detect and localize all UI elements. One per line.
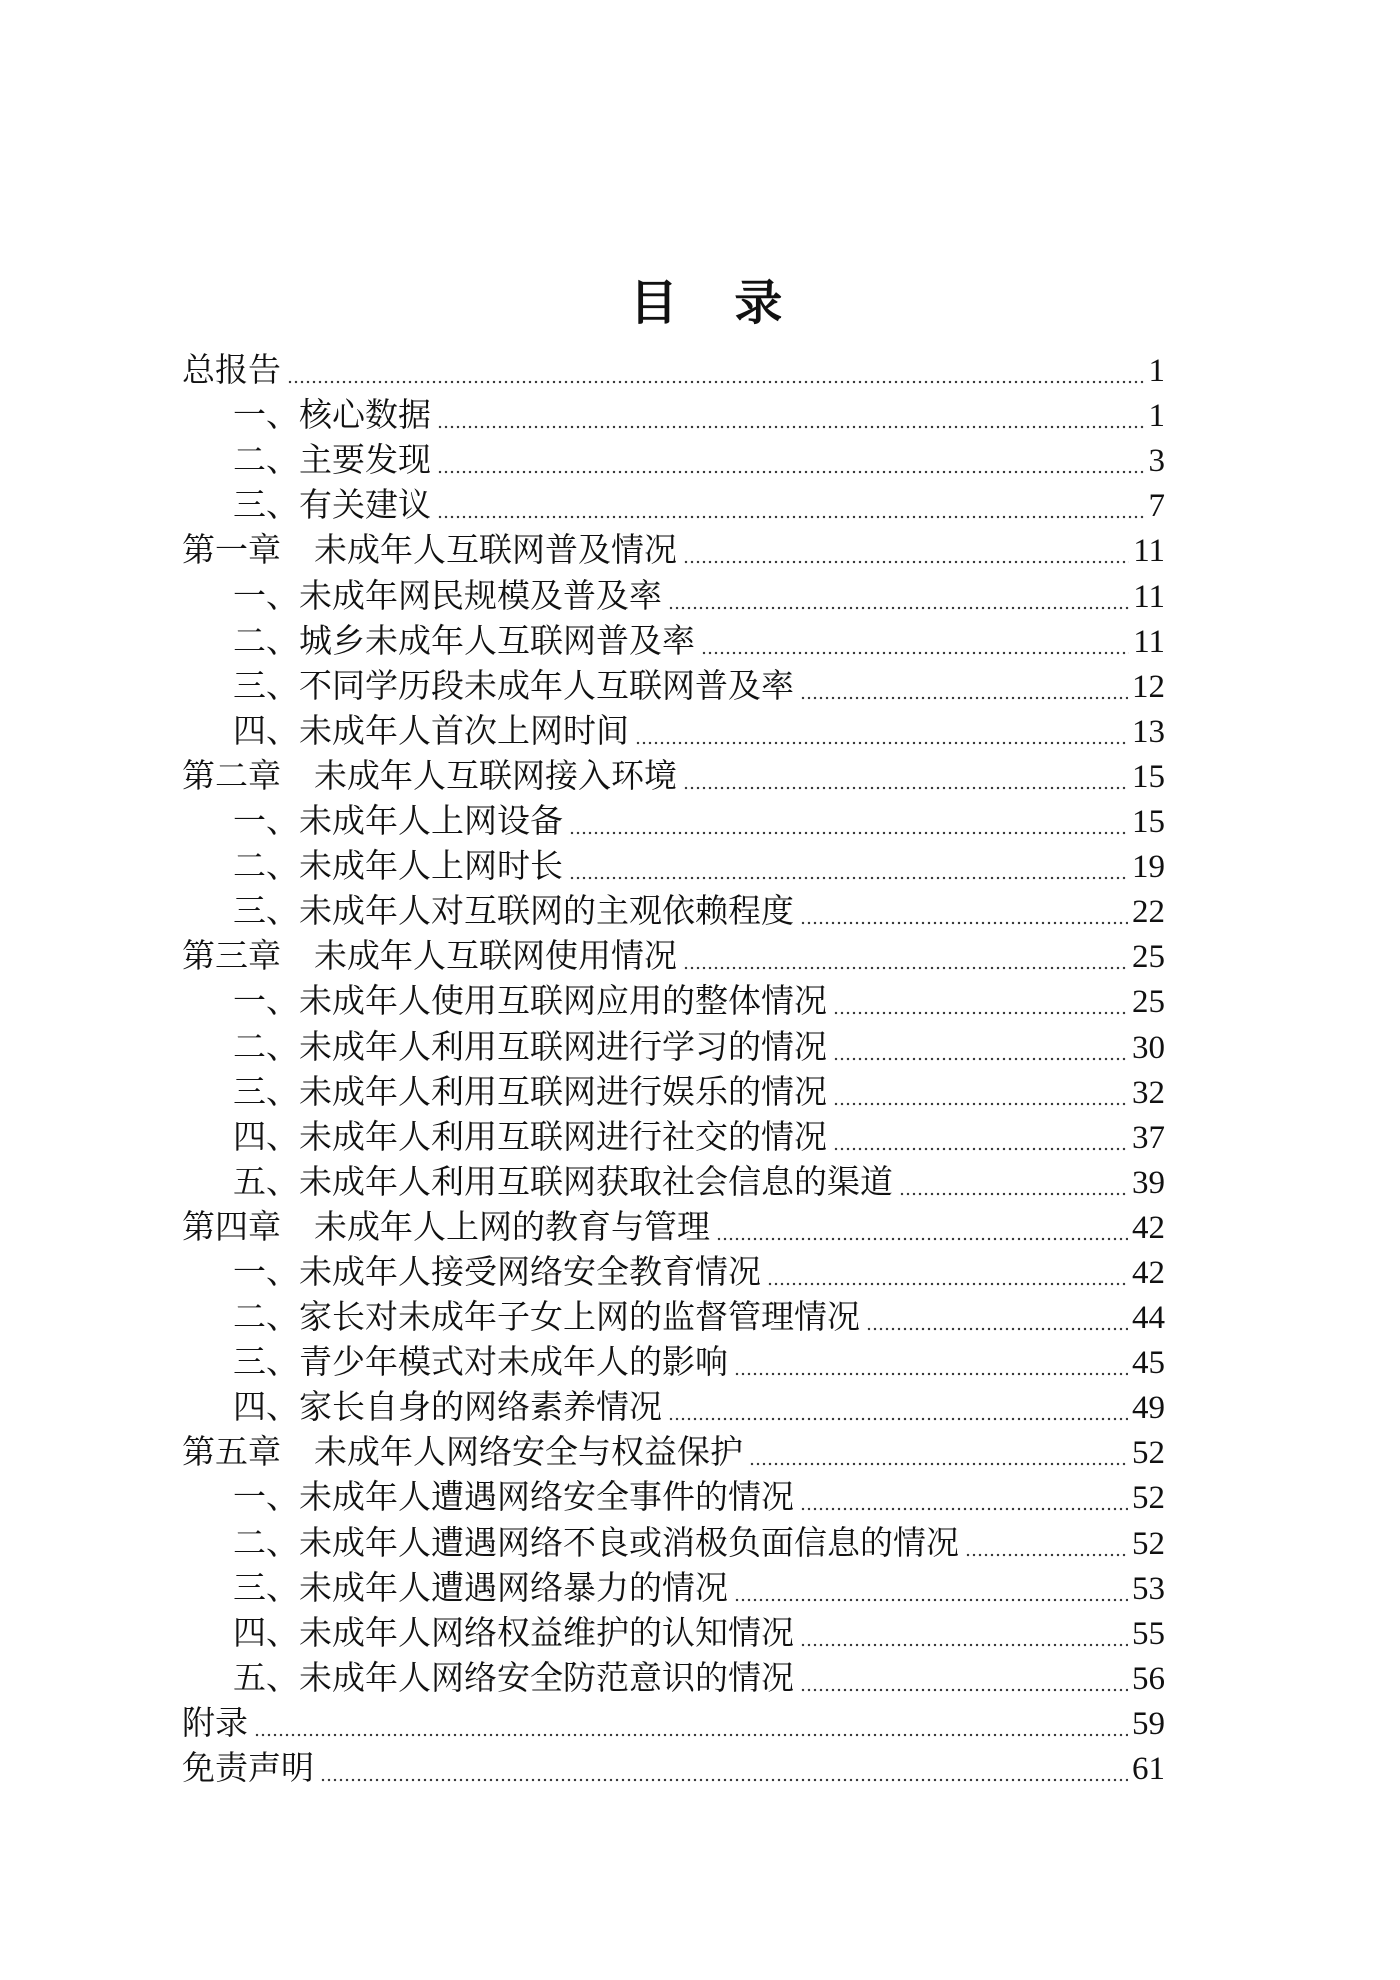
- toc-entry-page-number: 39: [1132, 1164, 1165, 1201]
- toc-entry-page-number: 44: [1132, 1300, 1165, 1337]
- toc-entry-page-number: 7: [1148, 488, 1165, 525]
- toc-entry-label: 一、未成年人遭遇网络安全事件的情况: [233, 1480, 794, 1517]
- toc-entry-label: 一、未成年人接受网络安全教育情况: [233, 1254, 761, 1291]
- dot-leader: [569, 800, 1128, 845]
- toc-entry: [182, 439, 1165, 484]
- toc-entry: [182, 394, 1165, 439]
- dot-leader: [668, 575, 1129, 620]
- toc-entry-label: 第一章 未成年人互联网普及情况: [182, 533, 677, 570]
- toc-entry-label: 二、未成年人上网时长: [233, 849, 563, 886]
- dot-leader: [668, 1386, 1128, 1431]
- toc-entry-label: 五、未成年人网络安全防范意识的情况: [233, 1660, 794, 1697]
- toc-entry-page-number: 15: [1132, 804, 1165, 841]
- dot-leader: [701, 620, 1129, 665]
- toc-entry: [182, 1657, 1165, 1702]
- toc-entry-label: 三、不同学历段未成年人互联网普及率: [233, 668, 794, 705]
- toc-entry-label: 四、未成年人网络权益维护的认知情况: [233, 1615, 794, 1652]
- toc-entry-page-number: 11: [1133, 533, 1165, 570]
- toc-entry-page-number: 13: [1132, 713, 1165, 750]
- toc-entry-label: 四、未成年人利用互联网进行社交的情况: [233, 1119, 827, 1156]
- toc-entry-page-number: 42: [1132, 1254, 1165, 1291]
- toc-entry-page-number: 45: [1132, 1345, 1165, 1382]
- dot-leader: [635, 710, 1128, 755]
- toc-entry-page-number: 30: [1132, 1029, 1165, 1066]
- toc-entry-label: 三、青少年模式对未成年人的影响: [233, 1345, 728, 1382]
- toc-entry-page-number: 61: [1132, 1751, 1165, 1787]
- toc-entry-label: 二、家长对未成年子女上网的监督管理情况: [233, 1300, 860, 1337]
- toc-entry-page-number: 3: [1148, 443, 1165, 480]
- toc-entry-label: 第二章 未成年人互联网接入环境: [182, 758, 677, 795]
- dot-leader: [767, 1251, 1128, 1296]
- dot-leader: [800, 1657, 1128, 1702]
- dot-leader: [437, 439, 1145, 484]
- dot-leader: [866, 1296, 1128, 1341]
- toc-entry-label: 二、城乡未成年人互联网普及率: [233, 623, 695, 660]
- toc-entry: [182, 845, 1165, 890]
- toc-entry: [182, 980, 1165, 1025]
- toc-entry-label: 附录: [182, 1705, 248, 1742]
- dot-leader: [833, 980, 1128, 1025]
- toc-entry-chapter-4: [182, 1206, 1165, 1251]
- toc-entry-page-number: 37: [1132, 1119, 1165, 1156]
- toc-entry-chapter-1: [182, 529, 1165, 574]
- toc-entry: [182, 1116, 1165, 1161]
- toc-entry: [182, 665, 1165, 710]
- toc-entry-page-number: 52: [1132, 1525, 1165, 1562]
- toc-entry-label: 总报告: [182, 353, 281, 390]
- toc-entry-label: 五、未成年人利用互联网获取社会信息的渠道: [233, 1164, 893, 1201]
- toc-entry-label: 四、未成年人首次上网时间: [233, 713, 629, 750]
- toc-entry-page-number: 22: [1132, 894, 1165, 931]
- toc-entry-label: 三、未成年人对互联网的主观依赖程度: [233, 894, 794, 931]
- dot-leader: [800, 1612, 1128, 1657]
- toc-entry: [182, 890, 1165, 935]
- toc-entry-label: 第三章 未成年人互联网使用情况: [182, 939, 677, 976]
- toc-entry-page-number: 15: [1132, 758, 1165, 795]
- toc-entry-page-number: 11: [1133, 578, 1165, 615]
- toc-entry-label: 三、有关建议: [233, 488, 431, 525]
- toc-entry: [182, 1612, 1165, 1657]
- toc-entry: [182, 620, 1165, 665]
- dot-leader: [800, 1476, 1128, 1521]
- toc-entry-label: 一、核心数据: [233, 398, 431, 435]
- toc-entry-page-number: 56: [1132, 1660, 1165, 1697]
- toc-entry-label: 二、未成年人利用互联网进行学习的情况: [233, 1029, 827, 1066]
- toc-entry-label: 二、未成年人遭遇网络不良或消极负面信息的情况: [233, 1525, 959, 1562]
- toc-entry-page-number: 52: [1132, 1480, 1165, 1517]
- dot-leader: [800, 890, 1128, 935]
- dot-leader: [683, 755, 1128, 800]
- toc-entry-general-report: [182, 349, 1165, 394]
- toc-entry-disclaimer: [182, 1747, 1165, 1792]
- toc-entry: [182, 1296, 1165, 1341]
- dot-leader: [833, 1071, 1128, 1116]
- dot-leader: [716, 1206, 1128, 1251]
- toc-entry: [182, 574, 1165, 619]
- toc-entry-label: 第四章 未成年人上网的教育与管理: [182, 1209, 710, 1246]
- toc-entry: [182, 1341, 1165, 1386]
- toc-entry: [182, 800, 1165, 845]
- toc-entry: [182, 1476, 1165, 1521]
- dot-leader: [569, 845, 1128, 890]
- dot-leader: [437, 394, 1145, 439]
- toc-entry-label: 免责声明: [182, 1751, 314, 1787]
- toc-entry-page-number: 1: [1148, 353, 1165, 390]
- toc-entry: [182, 1025, 1165, 1070]
- toc-entry-page-number: 32: [1132, 1074, 1165, 1111]
- toc-entry-page-number: 11: [1133, 623, 1165, 660]
- toc-entry-page-number: 59: [1132, 1705, 1165, 1742]
- toc-entry-label: 一、未成年人上网设备: [233, 804, 563, 841]
- toc-entry: [182, 1071, 1165, 1116]
- toc-entry-page-number: 1: [1148, 398, 1165, 435]
- toc-entry-chapter-2: [182, 755, 1165, 800]
- toc-entry-label: 三、未成年人利用互联网进行娱乐的情况: [233, 1074, 827, 1111]
- toc-entry-label: 一、未成年人使用互联网应用的整体情况: [233, 984, 827, 1021]
- toc-entry: [182, 1521, 1165, 1566]
- dot-leader: [965, 1522, 1128, 1567]
- toc-entry-chapter-3: [182, 935, 1165, 980]
- dot-leader: [833, 1026, 1128, 1071]
- dot-leader: [254, 1702, 1128, 1747]
- dot-leader: [734, 1341, 1128, 1386]
- dot-leader: [287, 349, 1145, 394]
- toc-entry-page-number: 53: [1132, 1570, 1165, 1607]
- toc-entry-page-number: 25: [1132, 984, 1165, 1021]
- dot-leader: [800, 665, 1128, 710]
- toc-entry-label: 二、主要发现: [233, 443, 431, 480]
- dot-leader: [899, 1161, 1128, 1206]
- table-of-contents: [182, 349, 1165, 1792]
- dot-leader: [833, 1116, 1128, 1161]
- toc-entry-page-number: 12: [1132, 668, 1165, 705]
- dot-leader: [437, 484, 1145, 529]
- dot-leader: [683, 529, 1129, 574]
- toc-entry: [182, 1386, 1165, 1431]
- toc-entry: [182, 710, 1165, 755]
- dot-leader: [734, 1567, 1128, 1612]
- dot-leader: [749, 1431, 1128, 1476]
- toc-entry: [182, 1251, 1165, 1296]
- toc-entry-label: 三、未成年人遭遇网络暴力的情况: [233, 1570, 728, 1607]
- toc-entry-page-number: 19: [1132, 849, 1165, 886]
- dot-leader: [320, 1747, 1128, 1792]
- page-title: 目 录: [629, 275, 803, 332]
- toc-entry-label: 四、家长自身的网络素养情况: [233, 1390, 662, 1427]
- toc-entry-page-number: 49: [1132, 1390, 1165, 1427]
- toc-entry-chapter-5: [182, 1431, 1165, 1476]
- toc-entry-label: 第五章 未成年人网络安全与权益保护: [182, 1435, 743, 1472]
- toc-entry-label: 一、未成年网民规模及普及率: [233, 578, 662, 615]
- toc-entry: [182, 1161, 1165, 1206]
- toc-entry: [182, 1567, 1165, 1612]
- toc-entry-page-number: 42: [1132, 1209, 1165, 1246]
- toc-entry-page-number: 55: [1132, 1615, 1165, 1652]
- toc-entry-page-number: 25: [1132, 939, 1165, 976]
- toc-entry: [182, 484, 1165, 529]
- dot-leader: [683, 935, 1128, 980]
- toc-entry-page-number: 52: [1132, 1435, 1165, 1472]
- toc-entry-appendix: [182, 1702, 1165, 1747]
